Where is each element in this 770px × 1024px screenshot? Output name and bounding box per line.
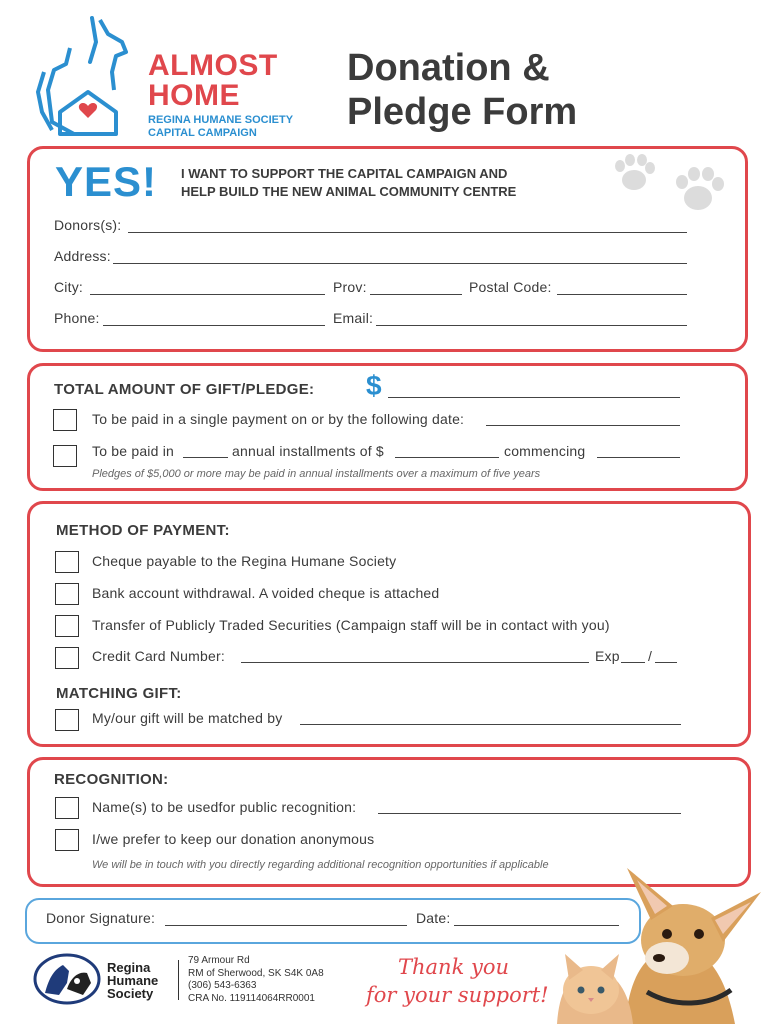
dog-and-cat-photo (555, 862, 770, 1024)
donors-label: Donors(s): (54, 217, 122, 233)
address-line1: 79 Armour Rd (188, 955, 250, 966)
bank-withdrawal-checkbox[interactable] (55, 583, 79, 605)
single-payment-checkbox[interactable] (53, 409, 77, 431)
bank-withdrawal-label: Bank account withdrawal. A voided cheque is attached (92, 585, 440, 601)
commencing-label: commencing (504, 443, 586, 459)
page-title (347, 46, 577, 134)
annual-installments-label: annual installments of $ (232, 443, 384, 459)
postal-code-label: Postal Code: (469, 279, 552, 295)
cheque-label: Cheque payable to the Regina Humane Society (92, 553, 397, 569)
payment-method-heading: METHOD OF PAYMENT: (56, 522, 230, 539)
footer-divider (178, 960, 179, 1000)
total-amount-label: TOTAL AMOUNT OF GIFT/PLEDGE: (54, 381, 315, 398)
installments-count-field[interactable] (183, 457, 228, 458)
recognition-note: We will be in touch with you directly regarding additional recognition opportunities if applicable (92, 859, 549, 871)
credit-card-label: Credit Card Number: (92, 648, 225, 664)
public-recognition-checkbox[interactable] (55, 797, 79, 819)
anonymous-checkbox[interactable] (55, 829, 79, 851)
yes-heading: YES! (55, 158, 158, 205)
donors-field[interactable] (128, 232, 687, 233)
matched-by-label: My/our gift will be matched by (92, 710, 283, 726)
single-payment-label: To be paid in a single payment on or by the following date: (92, 411, 465, 427)
city-label: City: (54, 279, 83, 295)
securities-checkbox[interactable] (55, 615, 79, 637)
paw-prints-icon (612, 152, 734, 222)
org-name-line2: Humane (107, 973, 159, 988)
matched-by-field[interactable] (300, 724, 681, 725)
public-recognition-label: Name(s) to be usedfor public recognition: (92, 799, 357, 815)
matching-gift-heading: MATCHING GIFT: (56, 685, 182, 702)
dollar-sign: $ (366, 370, 382, 401)
total-amount-field[interactable] (388, 397, 680, 398)
single-payment-date-field[interactable] (486, 425, 680, 426)
humane-society-emblem-icon (33, 953, 101, 1005)
phone-number: (306) 543-6363 (188, 980, 257, 991)
recognition-heading: RECOGNITION: (54, 771, 169, 788)
date-label: Date: (416, 910, 451, 926)
prov-field[interactable] (370, 294, 462, 295)
signature-label: Donor Signature: (46, 910, 156, 926)
thank-you-line2: for your support! (366, 983, 549, 1007)
logo-title-line1: ALMOST (148, 49, 278, 82)
campaign-logo (30, 12, 320, 142)
address-field[interactable] (113, 263, 687, 264)
installments-checkbox[interactable] (53, 445, 77, 467)
securities-label: Transfer of Publicly Traded Securities (Campaign staff will be in contact with you) (92, 617, 610, 633)
logo-subtitle-line1: REGINA HUMANE SOCIETY (148, 114, 294, 126)
address-label: Address: (54, 248, 111, 264)
phone-field[interactable] (103, 325, 325, 326)
org-name-line3: Society (107, 986, 154, 1001)
anonymous-label: I/we prefer to keep our donation anonymous (92, 831, 375, 847)
expiry-label: Exp (595, 648, 620, 664)
cheque-checkbox[interactable] (55, 551, 79, 573)
prov-label: Prov: (333, 279, 367, 295)
expiry-month-field[interactable] (621, 662, 645, 663)
email-label: Email: (333, 310, 374, 326)
signature-field[interactable] (165, 925, 407, 926)
page-title-line1: Donation & (347, 47, 550, 89)
campaign-headline-line1: I WANT TO SUPPORT THE CAPITAL CAMPAIGN AND (181, 166, 508, 181)
logo-title-line2: HOME (148, 79, 240, 112)
installment-amount-field[interactable] (395, 457, 499, 458)
email-field[interactable] (376, 325, 687, 326)
phone-label: Phone: (54, 310, 100, 326)
org-name-line1: Regina (107, 960, 151, 975)
credit-card-number-field[interactable] (241, 662, 589, 663)
campaign-headline-line2: HELP BUILD THE NEW ANIMAL COMMUNITY CENTRE (181, 184, 517, 199)
credit-card-checkbox[interactable] (55, 647, 79, 669)
matching-gift-checkbox[interactable] (55, 709, 79, 731)
commencing-date-field[interactable] (597, 457, 680, 458)
footer-address (188, 955, 324, 1005)
page-title-line2: Pledge Form (347, 91, 578, 133)
postal-code-field[interactable] (557, 294, 687, 295)
public-recognition-field[interactable] (378, 813, 681, 814)
logo-subtitle-line2: CAPITAL CAMPAIGN (148, 127, 257, 139)
humane-society-logo (33, 953, 183, 1005)
thank-you-line1: Thank you (398, 955, 510, 979)
paid-in-label: To be paid in (92, 443, 174, 459)
city-field[interactable] (90, 294, 325, 295)
cra-number: CRA No. 119114064RR0001 (188, 992, 315, 1004)
dog-cat-house-icon (30, 12, 150, 142)
address-line2: RM of Sherwood, SK S4K 0A8 (188, 967, 324, 979)
expiry-year-field[interactable] (655, 662, 677, 663)
expiry-slash: / (648, 648, 653, 664)
pledge-note: Pledges of $5,000 or more may be paid in annual installments over a maximum of five years (92, 468, 541, 480)
